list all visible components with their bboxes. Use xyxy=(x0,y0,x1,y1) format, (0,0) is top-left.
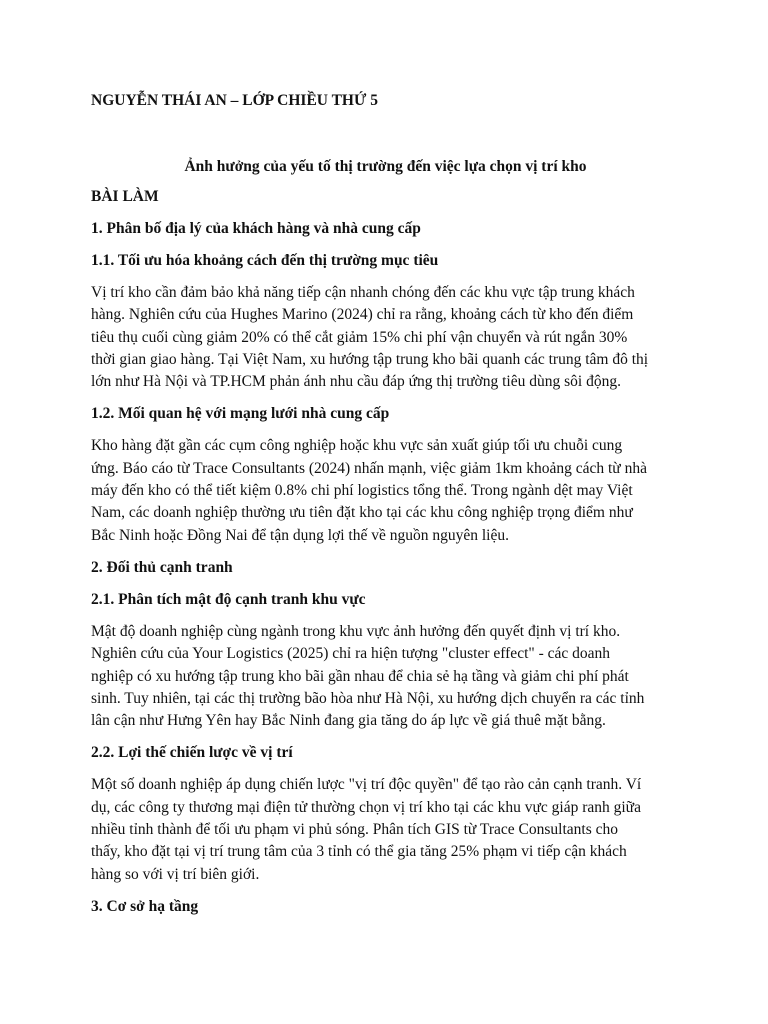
paragraph-line: thấy, kho đặt tại vị trí trung tâm của 3 tỉnh có thể gia tăng 25% phạm vi tiếp cận khách xyxy=(91,843,627,861)
paragraph-line: Bắc Ninh hoặc Đồng Nai để tận dụng lợi thế về nguồn nguyên liệu. xyxy=(91,526,509,544)
document-title: Ảnh hưởng của yếu tố thị trường đến việc lựa chọn vị trí kho xyxy=(184,158,587,175)
section-paragraph xyxy=(91,282,691,393)
section-heading: 1. Phân bố địa lý của khách hàng và nhà cung cấp xyxy=(91,220,421,237)
paragraph-line: máy đến kho có thể tiết kiệm 0.8% chi phí logistics tổng thể. Trong ngành dệt may Việt xyxy=(91,482,633,500)
paragraph-line: hàng so với vị trí biên giới. xyxy=(91,865,260,883)
section-heading: 2.2. Lợi thế chiến lược về vị trí xyxy=(91,744,293,762)
paragraph-line: nghiệp có xu hướng tập trung kho bãi gần nhau để chia sẻ hạ tầng và giảm chi phí phát xyxy=(91,667,629,685)
document-page xyxy=(91,90,691,928)
paragraph-line: sinh. Tuy nhiên, tại các thị trường bão hòa như Hà Nội, xu hướng dịch chuyển ra các tỉnh xyxy=(91,689,645,707)
paragraph-line: Nam, các doanh nghiệp thường ưu tiên đặt kho tại các khu công nghiệp trọng điểm như xyxy=(91,504,633,522)
paragraph-line: Một số doanh nghiệp áp dụng chiến lược "vị trí độc quyền" để tạo rào cản cạnh tranh. Ví xyxy=(91,776,642,794)
paragraph-line: Mật độ doanh nghiệp cùng ngành trong khu vực ảnh hưởng đến quyết định vị trí kho. xyxy=(91,622,621,640)
section-paragraph xyxy=(91,774,691,885)
paragraph-line: dụ, các công ty thương mại điện tử thường chọn vị trí kho tại các khu vực giáp ranh giữa xyxy=(91,798,641,816)
section-heading: 1.1. Tối ưu hóa khoảng cách đến thị trường mục tiêu xyxy=(91,252,439,269)
section-paragraph xyxy=(91,621,691,732)
paragraph-line: Vị trí kho cần đảm bảo khả năng tiếp cận nhanh chóng đến các khu vực tập trung khách xyxy=(91,284,635,301)
section-heading: 2. Đối thủ cạnh tranh xyxy=(91,558,233,576)
paragraph-line: lân cận như Hưng Yên hay Bắc Ninh đang gia tăng do áp lực về giá thuê mặt bằng. xyxy=(91,712,606,730)
document-body xyxy=(91,218,691,918)
paragraph-line: ứng. Báo cáo từ Trace Consultants (2024) nhấn mạnh, việc giảm 1km khoảng cách từ nhà xyxy=(91,459,647,477)
paragraph-line: hàng. Nghiên cứu của Hughes Marino (2024) chỉ ra rằng, khoảng cách từ kho đến điểm xyxy=(91,306,634,324)
paragraph-line: lớn như Hà Nội và TP.HCM phản ánh nhu cầu đáp ứng thị trường tiêu dùng sôi động. xyxy=(91,373,621,391)
paragraph-line: thời gian giao hàng. Tại Việt Nam, xu hướng tập trung kho bãi quanh các trung tâm đô thị xyxy=(91,350,649,368)
section-heading: 1.2. Mối quan hệ với mạng lưới nhà cung cấp xyxy=(91,405,390,423)
section-heading: 2.1. Phân tích mật độ cạnh tranh khu vực xyxy=(91,590,366,608)
paragraph-line: Nghiên cứu của Your Logistics (2025) chỉ ra hiện tượng "cluster effect" - các doanh xyxy=(91,645,611,663)
paragraph-line: Kho hàng đặt gần các cụm công nghiệp hoặc khu vực sản xuất giúp tối ưu chuỗi cung xyxy=(91,437,623,455)
bai-lam-heading: BÀI LÀM xyxy=(91,188,159,205)
section-paragraph xyxy=(91,435,691,546)
paragraph-line: nhiều tỉnh thành để tối ưu phạm vi phủ sóng. Phân tích GIS từ Trace Consultants cho xyxy=(91,821,618,839)
author-line: NGUYỄN THÁI AN – LỚP CHIỀU THỨ 5 xyxy=(91,92,378,109)
paragraph-line: tiêu thụ cuối cùng giảm 20% có thể cắt giảm 15% chi phí vận chuyển và rút ngắn 30% xyxy=(91,328,628,346)
section-heading: 3. Cơ sở hạ tầng xyxy=(91,897,199,915)
